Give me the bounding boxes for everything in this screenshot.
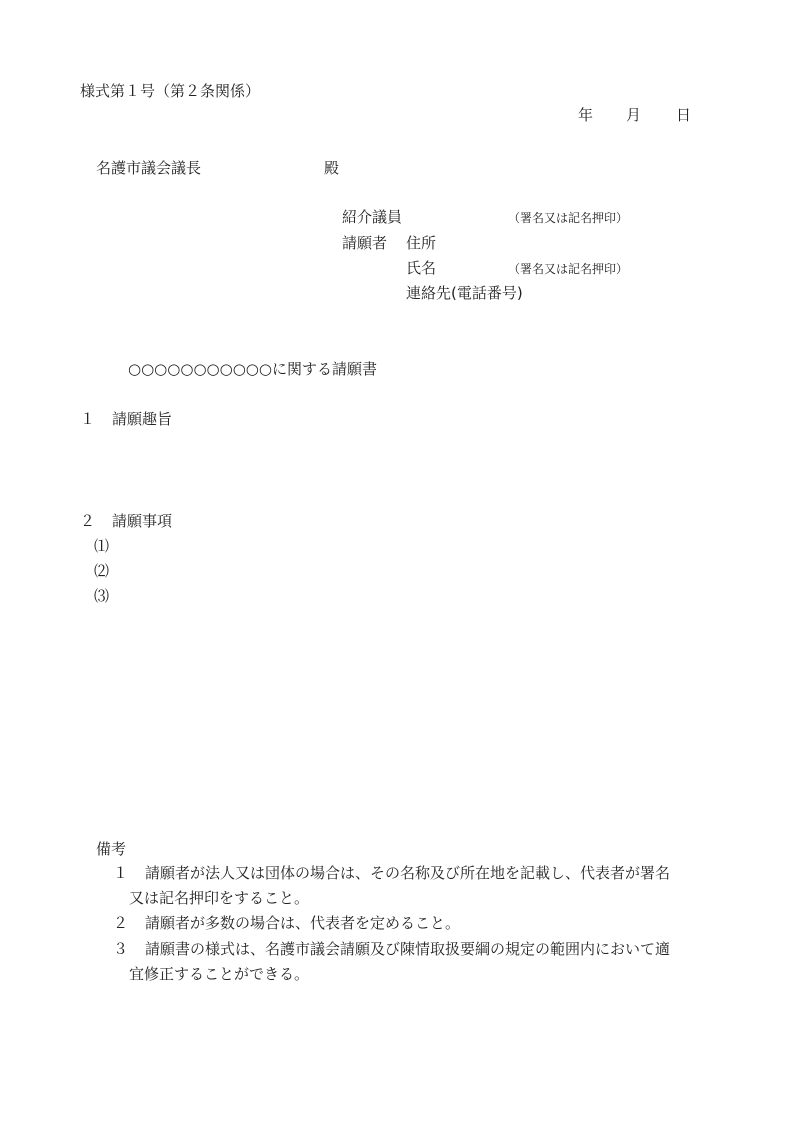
section2-item-marker: ⑴ [94,537,110,555]
introducer-label: 紹介議員 [342,208,403,226]
petitioner-signature-note: （署名又は記名押印） [508,262,629,276]
remarks-note-number: ３ [113,940,129,958]
section2-item-marker: ⑵ [94,562,110,580]
addressee-name: 名護市議会議長 [96,159,202,177]
section2-item-marker: ⑶ [94,587,110,605]
remarks-note-number: ２ [113,914,129,932]
remarks-note-number: １ [113,864,129,882]
petitioner-address-label: 住所 [406,234,437,252]
remarks-note-text-continued: 又は記名押印をすること。 [129,889,310,907]
remarks-note-text: 請願者が多数の場合は、代表者を定めること。 [145,914,461,932]
remarks-note-text-continued: 宜修正することができる。 [129,965,310,983]
date-month-label: 月 [626,106,642,124]
petition-title: ○○○○○○○○○○○に関する請願書 [128,360,377,378]
remarks-note-text: 請願者が法人又は団体の場合は、その名称及び所在地を記載し、代表者が署名 [145,864,671,882]
remarks-heading: 備考 [96,840,127,858]
section2-heading: 請願事項 [112,512,173,530]
addressee-honorific: 殿 [324,159,340,177]
date-year-label: 年 [578,106,594,124]
date-day-label: 日 [676,106,692,124]
remarks-note-text: 請願書の様式は、名護市議会請願及び陳情取扱要綱の規定の範囲内において適 [145,940,671,958]
section1-number: １ [80,410,96,428]
section1-heading: 請願趣旨 [112,410,173,428]
section2-number: ２ [80,512,96,530]
petitioner-contact-label: 連絡先(電話番号) [406,284,523,302]
introducer-signature-note: （署名又は記名押印） [508,211,629,225]
petitioner-name-label: 氏名 [406,259,437,277]
form-number: 様式第１号（第２条関係） [80,82,261,100]
petitioner-label: 請願者 [342,234,388,252]
